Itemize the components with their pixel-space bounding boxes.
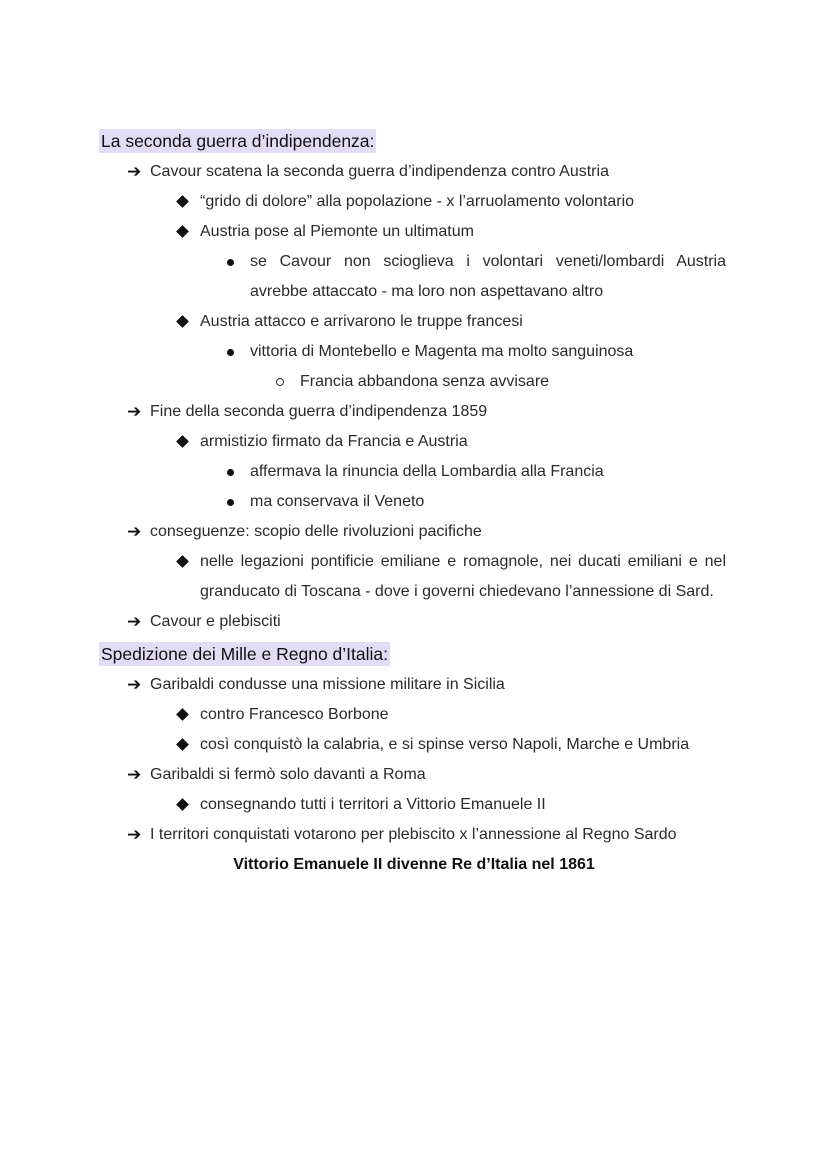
diamond-icon [178,705,187,725]
arrow-icon: ➔ [127,612,142,631]
dot-icon [227,342,234,362]
arrow-icon: ➔ [127,522,142,541]
diamond-icon [178,432,187,452]
list-item: I territori conquistati votarono per plebiscito x l’annessione al Regno Sardo [150,826,677,843]
list-item: Francia abbandona senza avvisare [300,373,550,390]
list-item: affermava la rinuncia della Lombardia alla Francia [250,463,604,480]
list-item: Cavour e plebisciti [150,613,281,630]
arrow-icon: ➔ [127,765,142,784]
list-item: se Cavour non scioglieva i volontari veneti/lombardi Austria [250,253,726,270]
section-heading-spedizione-mille: Spedizione dei Mille e Regno d’Italia: [101,644,388,664]
list-item: “grido di dolore” alla popolazione - x l’arruolamento volontario [200,193,635,210]
arrow-icon: ➔ [127,162,142,181]
list-item: Garibaldi si fermò solo davanti a Roma [150,766,426,783]
list-item: conseguenze: scopio delle rivoluzioni pacifiche [150,523,482,540]
arrow-icon: ➔ [127,825,142,844]
list-item: consegnando tutti i territori a Vittorio Emanuele II [200,796,546,813]
list-item: Cavour scatena la seconda guerra d’indipendenza contro Austria [150,163,609,180]
list-item: Austria attacco e arrivarono le truppe francesi [200,313,523,330]
list-item: vittoria di Montebello e Magenta ma molto sanguinosa [250,343,634,360]
diamond-icon [178,222,187,242]
dot-icon [227,492,234,512]
list-item-continuation: granducato di Toscana - dove i governi chiedevano l’annessione di Sard. [200,583,714,600]
diamond-icon [178,795,187,815]
list-item: Fine della seconda guerra d’indipendenza 1859 [150,403,488,420]
diamond-icon [178,192,187,212]
arrow-icon: ➔ [127,402,142,421]
dot-icon [227,462,234,482]
section-heading-seconda-guerra: La seconda guerra d’indipendenza: [101,131,375,151]
list-item: contro Francesco Borbone [200,706,389,723]
diamond-icon [178,735,187,755]
arrow-icon: ➔ [127,675,142,694]
list-item: ma conservava il Veneto [250,493,425,510]
list-item-continuation: avrebbe attaccato - ma loro non aspettavano altro [250,283,604,300]
list-item: così conquistò la calabria, e si spinse verso Napoli, Marche e Umbria [200,736,690,753]
list-item: nelle legazioni pontificie emiliane e romagnole, nei ducati emiliani e nel [200,553,726,570]
conclusion-statement: Vittorio Emanuele II divenne Re d’Italia nel 1861 [233,856,595,873]
circle-icon [276,372,284,392]
diamond-icon [178,552,187,572]
list-item: Garibaldi condusse una missione militare in Sicilia [150,676,505,693]
diamond-icon [178,312,187,332]
dot-icon [227,252,234,272]
list-item: Austria pose al Piemonte un ultimatum [200,223,474,240]
list-item: armistizio firmato da Francia e Austria [200,433,468,450]
